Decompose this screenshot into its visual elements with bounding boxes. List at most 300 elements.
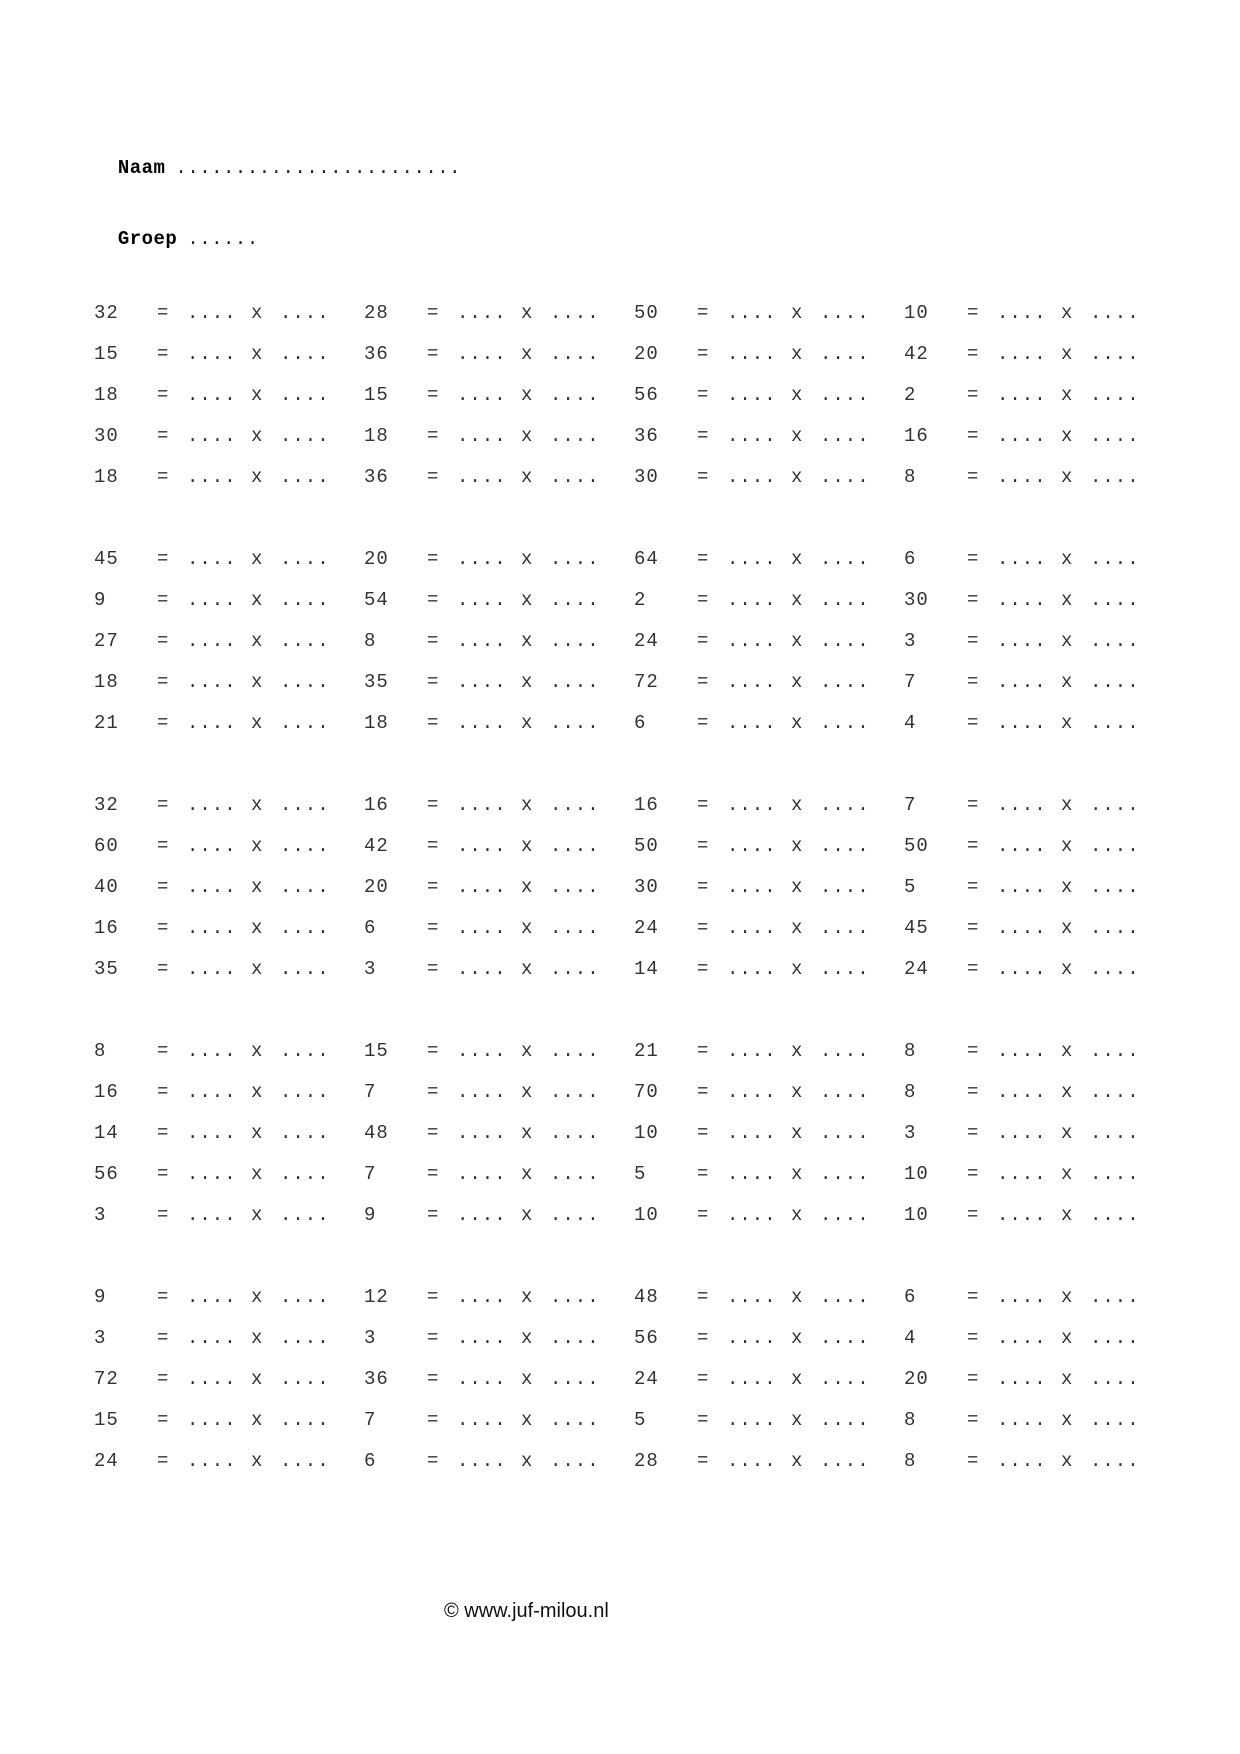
answer-blank-factor-2[interactable]: .... [1090, 1285, 1140, 1308]
problem-row [94, 907, 1174, 948]
answer-blank-factor-1[interactable]: .... [457, 834, 507, 857]
answer-blank-factor-2[interactable]: .... [280, 342, 330, 365]
problem-row [94, 333, 1174, 374]
times-sign: x [791, 1039, 803, 1062]
answer-blank-factor-2[interactable]: .... [550, 1285, 600, 1308]
answer-blank-factor-1[interactable]: .... [727, 1203, 777, 1226]
answer-blank-factor-2[interactable]: .... [280, 465, 330, 488]
answer-blank-factor-2[interactable]: .... [820, 1326, 870, 1349]
problem [904, 1040, 1174, 1062]
answer-blank-factor-1[interactable]: .... [187, 711, 237, 734]
problem [634, 466, 904, 488]
problem-number: 18 [94, 383, 119, 406]
answer-blank-factor-1[interactable]: .... [727, 301, 777, 324]
answer-blank-factor-1[interactable]: .... [457, 465, 507, 488]
answer-blank-factor-1[interactable]: .... [187, 670, 237, 693]
problem [904, 1286, 1174, 1308]
problem [904, 1163, 1174, 1185]
answer-blank-factor-1[interactable]: .... [997, 424, 1047, 447]
answer-blank-factor-2[interactable]: .... [550, 1326, 600, 1349]
answer-blank-factor-1[interactable]: .... [457, 1080, 507, 1103]
answer-blank-factor-2[interactable]: .... [1090, 342, 1140, 365]
answer-blank-factor-1[interactable]: .... [457, 957, 507, 980]
problem-number: 15 [94, 1408, 119, 1431]
answer-blank-factor-1[interactable]: .... [457, 424, 507, 447]
times-sign: x [521, 793, 533, 816]
answer-blank-factor-2[interactable]: .... [550, 1408, 600, 1431]
times-sign: x [791, 1367, 803, 1390]
answer-blank-factor-2[interactable]: .... [820, 1285, 870, 1308]
answer-blank-factor-1[interactable]: .... [457, 1367, 507, 1390]
answer-blank-factor-1[interactable]: .... [187, 465, 237, 488]
times-sign: x [791, 957, 803, 980]
problem-number: 28 [634, 1449, 659, 1472]
answer-blank-factor-2[interactable]: .... [550, 1203, 600, 1226]
answer-blank-factor-2[interactable]: .... [820, 547, 870, 570]
answer-blank-factor-1[interactable]: .... [727, 1326, 777, 1349]
answer-blank-factor-2[interactable]: .... [280, 588, 330, 611]
problem [904, 425, 1174, 447]
answer-blank-factor-1[interactable]: .... [727, 424, 777, 447]
problem-number: 8 [94, 1039, 107, 1062]
times-sign: x [791, 793, 803, 816]
answer-blank-factor-1[interactable]: .... [457, 1408, 507, 1431]
answer-blank-factor-2[interactable]: .... [280, 1121, 330, 1144]
equals-sign: = [697, 1121, 709, 1144]
problem-number: 6 [634, 711, 647, 734]
equals-sign: = [157, 670, 169, 693]
problem-number: 42 [364, 834, 389, 857]
answer-blank-factor-1[interactable]: .... [457, 1203, 507, 1226]
answer-blank-factor-2[interactable]: .... [280, 1408, 330, 1431]
answer-blank-factor-1[interactable]: .... [997, 834, 1047, 857]
equals-sign: = [967, 793, 979, 816]
equals-sign: = [157, 424, 169, 447]
answer-blank-factor-1[interactable]: .... [457, 1285, 507, 1308]
answer-blank-factor-2[interactable]: .... [280, 547, 330, 570]
answer-blank-factor-1[interactable]: .... [457, 301, 507, 324]
problem [364, 958, 634, 980]
times-sign: x [1061, 1203, 1073, 1226]
problem [904, 589, 1174, 611]
problem-row [94, 292, 1174, 333]
answer-blank-factor-1[interactable]: .... [727, 588, 777, 611]
equals-sign: = [697, 1449, 709, 1472]
answer-blank-factor-2[interactable]: .... [1090, 1080, 1140, 1103]
answer-blank-factor-2[interactable]: .... [820, 670, 870, 693]
answer-blank-factor-1[interactable]: .... [727, 875, 777, 898]
answer-blank-factor-2[interactable]: .... [550, 875, 600, 898]
answer-blank-factor-1[interactable]: .... [187, 1121, 237, 1144]
times-sign: x [1061, 834, 1073, 857]
naam-answer-field[interactable]: ........................ [175, 157, 462, 179]
times-sign: x [521, 424, 533, 447]
answer-blank-factor-1[interactable]: .... [187, 301, 237, 324]
answer-blank-factor-2[interactable]: .... [550, 1039, 600, 1062]
answer-blank-factor-2[interactable]: .... [280, 1367, 330, 1390]
answer-blank-factor-1[interactable]: .... [187, 1326, 237, 1349]
answer-blank-factor-2[interactable]: .... [550, 547, 600, 570]
answer-blank-factor-2[interactable]: .... [820, 1080, 870, 1103]
answer-blank-factor-2[interactable]: .... [280, 1162, 330, 1185]
answer-blank-factor-2[interactable]: .... [550, 301, 600, 324]
answer-blank-factor-1[interactable]: .... [727, 1408, 777, 1431]
answer-blank-factor-2[interactable]: .... [820, 1039, 870, 1062]
answer-blank-factor-2[interactable]: .... [820, 957, 870, 980]
answer-blank-factor-1[interactable]: .... [727, 1121, 777, 1144]
answer-blank-factor-1[interactable]: .... [997, 1367, 1047, 1390]
problem [364, 835, 634, 857]
answer-blank-factor-1[interactable]: .... [187, 1039, 237, 1062]
answer-blank-factor-1[interactable]: .... [457, 1449, 507, 1472]
answer-blank-factor-1[interactable]: .... [997, 383, 1047, 406]
times-sign: x [251, 1408, 263, 1431]
answer-blank-factor-1[interactable]: .... [727, 342, 777, 365]
problem [904, 548, 1174, 570]
answer-blank-factor-1[interactable]: .... [187, 1162, 237, 1185]
answer-blank-factor-2[interactable]: .... [550, 670, 600, 693]
answer-blank-factor-2[interactable]: .... [820, 711, 870, 734]
answer-blank-factor-1[interactable]: .... [997, 916, 1047, 939]
answer-blank-factor-1[interactable]: .... [187, 957, 237, 980]
answer-blank-factor-1[interactable]: .... [457, 670, 507, 693]
answer-blank-factor-1[interactable]: .... [187, 424, 237, 447]
answer-blank-factor-1[interactable]: .... [457, 1039, 507, 1062]
answer-blank-factor-2[interactable]: .... [820, 834, 870, 857]
equals-sign: = [697, 1367, 709, 1390]
answer-blank-factor-1[interactable]: .... [727, 957, 777, 980]
times-sign: x [521, 1203, 533, 1226]
answer-blank-factor-2[interactable]: .... [1090, 957, 1140, 980]
problem-number: 18 [94, 670, 119, 693]
equals-sign: = [967, 1449, 979, 1472]
answer-blank-factor-1[interactable]: .... [187, 834, 237, 857]
answer-blank-factor-1[interactable]: .... [187, 547, 237, 570]
times-sign: x [791, 1203, 803, 1226]
answer-blank-factor-1[interactable]: .... [187, 1285, 237, 1308]
answer-blank-factor-1[interactable]: .... [727, 916, 777, 939]
equals-sign: = [427, 1162, 439, 1185]
answer-blank-factor-2[interactable]: .... [1090, 793, 1140, 816]
answer-blank-factor-1[interactable]: .... [457, 875, 507, 898]
answer-blank-factor-2[interactable]: .... [550, 916, 600, 939]
answer-blank-factor-2[interactable]: .... [280, 1285, 330, 1308]
answer-blank-factor-2[interactable]: .... [280, 301, 330, 324]
problem-number: 15 [94, 342, 119, 365]
problem-number: 8 [904, 1080, 917, 1103]
answer-blank-factor-2[interactable]: .... [1090, 1408, 1140, 1431]
problem-row [94, 1030, 1174, 1071]
answer-blank-factor-2[interactable]: .... [1090, 1367, 1140, 1390]
equals-sign: = [967, 1162, 979, 1185]
answer-blank-factor-2[interactable]: .... [280, 793, 330, 816]
answer-blank-factor-2[interactable]: .... [1090, 1449, 1140, 1472]
times-sign: x [791, 629, 803, 652]
answer-blank-factor-2[interactable]: .... [550, 1121, 600, 1144]
answer-blank-factor-2[interactable]: .... [1090, 1326, 1140, 1349]
answer-blank-factor-1[interactable]: .... [997, 465, 1047, 488]
problem-row [94, 538, 1174, 579]
answer-blank-factor-2[interactable]: .... [1090, 465, 1140, 488]
answer-blank-factor-1[interactable]: .... [187, 875, 237, 898]
times-sign: x [251, 1449, 263, 1472]
equals-sign: = [427, 1203, 439, 1226]
answer-blank-factor-2[interactable]: .... [1090, 588, 1140, 611]
answer-blank-factor-1[interactable]: .... [187, 1408, 237, 1431]
problem [94, 1163, 364, 1185]
answer-blank-factor-1[interactable]: .... [997, 1449, 1047, 1472]
answer-blank-factor-1[interactable]: .... [997, 1408, 1047, 1431]
answer-blank-factor-2[interactable]: .... [820, 383, 870, 406]
problem-row [94, 1194, 1174, 1235]
answer-blank-factor-2[interactable]: .... [820, 1121, 870, 1144]
problem [94, 958, 364, 980]
answer-blank-factor-2[interactable]: .... [1090, 875, 1140, 898]
answer-blank-factor-2[interactable]: .... [280, 1449, 330, 1472]
answer-blank-factor-2[interactable]: .... [820, 793, 870, 816]
answer-blank-factor-1[interactable]: .... [727, 383, 777, 406]
answer-blank-factor-2[interactable]: .... [550, 342, 600, 365]
times-sign: x [251, 465, 263, 488]
problem-block [94, 292, 1174, 497]
answer-blank-factor-2[interactable]: .... [820, 588, 870, 611]
problem [94, 835, 364, 857]
answer-blank-factor-2[interactable]: .... [820, 424, 870, 447]
answer-blank-factor-2[interactable]: .... [820, 875, 870, 898]
answer-blank-factor-2[interactable]: .... [550, 629, 600, 652]
problem [364, 466, 634, 488]
answer-blank-factor-1[interactable]: .... [187, 1080, 237, 1103]
answer-blank-factor-2[interactable]: .... [550, 424, 600, 447]
answer-blank-factor-2[interactable]: .... [1090, 916, 1140, 939]
answer-blank-factor-1[interactable]: .... [997, 1039, 1047, 1062]
answer-blank-factor-2[interactable]: .... [550, 465, 600, 488]
answer-blank-factor-2[interactable]: .... [1090, 1039, 1140, 1062]
answer-blank-factor-2[interactable]: .... [820, 301, 870, 324]
answer-blank-factor-1[interactable]: .... [727, 1080, 777, 1103]
answer-blank-factor-2[interactable]: .... [280, 1039, 330, 1062]
answer-blank-factor-2[interactable]: .... [280, 875, 330, 898]
answer-blank-factor-1[interactable]: .... [457, 588, 507, 611]
problem [634, 1450, 904, 1472]
answer-blank-factor-2[interactable]: .... [1090, 1121, 1140, 1144]
answer-blank-factor-2[interactable]: .... [280, 957, 330, 980]
answer-blank-factor-1[interactable]: .... [997, 588, 1047, 611]
answer-blank-factor-1[interactable]: .... [187, 1203, 237, 1226]
problem-number: 7 [364, 1408, 377, 1431]
times-sign: x [521, 301, 533, 324]
answer-blank-factor-1[interactable]: .... [727, 1449, 777, 1472]
answer-blank-factor-1[interactable]: .... [727, 465, 777, 488]
answer-blank-factor-1[interactable]: .... [997, 1326, 1047, 1349]
answer-blank-factor-1[interactable]: .... [187, 916, 237, 939]
equals-sign: = [157, 793, 169, 816]
answer-blank-factor-1[interactable]: .... [727, 547, 777, 570]
answer-blank-factor-2[interactable]: .... [280, 834, 330, 857]
answer-blank-factor-1[interactable]: .... [457, 711, 507, 734]
answer-blank-factor-1[interactable]: .... [187, 383, 237, 406]
answer-blank-factor-2[interactable]: .... [820, 1162, 870, 1185]
times-sign: x [1061, 383, 1073, 406]
equals-sign: = [697, 383, 709, 406]
answer-blank-factor-1[interactable]: .... [997, 301, 1047, 324]
problem [364, 1368, 634, 1390]
problem [634, 1163, 904, 1185]
equals-sign: = [967, 1326, 979, 1349]
problem-number: 36 [364, 342, 389, 365]
problem-number: 18 [364, 711, 389, 734]
answer-blank-factor-2[interactable]: .... [280, 670, 330, 693]
groep-answer-field[interactable]: ...... [187, 228, 259, 250]
answer-blank-factor-1[interactable]: .... [457, 793, 507, 816]
answer-blank-factor-2[interactable]: .... [280, 916, 330, 939]
problem-number: 24 [634, 629, 659, 652]
answer-blank-factor-1[interactable]: .... [997, 711, 1047, 734]
answer-blank-factor-1[interactable]: .... [727, 629, 777, 652]
answer-blank-factor-1[interactable]: .... [997, 1121, 1047, 1144]
answer-blank-factor-1[interactable]: .... [997, 670, 1047, 693]
problem [904, 712, 1174, 734]
answer-blank-factor-2[interactable]: .... [550, 1367, 600, 1390]
times-sign: x [1061, 1449, 1073, 1472]
answer-blank-factor-2[interactable]: .... [1090, 383, 1140, 406]
equals-sign: = [427, 301, 439, 324]
equals-sign: = [427, 383, 439, 406]
times-sign: x [1061, 588, 1073, 611]
answer-blank-factor-1[interactable]: .... [997, 793, 1047, 816]
problem-row [94, 1440, 1174, 1481]
times-sign: x [1061, 711, 1073, 734]
problem [904, 1122, 1174, 1144]
answer-blank-factor-2[interactable]: .... [550, 1449, 600, 1472]
answer-blank-factor-1[interactable]: .... [727, 1285, 777, 1308]
answer-blank-factor-2[interactable]: .... [550, 957, 600, 980]
answer-blank-factor-2[interactable]: .... [820, 1367, 870, 1390]
answer-blank-factor-2[interactable]: .... [280, 629, 330, 652]
problem-number: 5 [634, 1162, 647, 1185]
equals-sign: = [157, 342, 169, 365]
answer-blank-factor-1[interactable]: .... [997, 629, 1047, 652]
answer-blank-factor-2[interactable]: .... [820, 1408, 870, 1431]
answer-blank-factor-1[interactable]: .... [997, 957, 1047, 980]
answer-blank-factor-2[interactable]: .... [550, 1080, 600, 1103]
answer-blank-factor-1[interactable]: .... [997, 1203, 1047, 1226]
answer-blank-factor-2[interactable]: .... [1090, 711, 1140, 734]
answer-blank-factor-1[interactable]: .... [187, 588, 237, 611]
answer-blank-factor-1[interactable]: .... [727, 834, 777, 857]
answer-blank-factor-1[interactable]: .... [457, 916, 507, 939]
times-sign: x [1061, 1121, 1073, 1144]
answer-blank-factor-2[interactable]: .... [820, 629, 870, 652]
answer-blank-factor-2[interactable]: .... [1090, 301, 1140, 324]
answer-blank-factor-2[interactable]: .... [820, 465, 870, 488]
times-sign: x [1061, 301, 1073, 324]
answer-blank-factor-1[interactable]: .... [457, 1162, 507, 1185]
answer-blank-factor-2[interactable]: .... [550, 793, 600, 816]
answer-blank-factor-2[interactable]: .... [550, 588, 600, 611]
answer-blank-factor-1[interactable]: .... [457, 1121, 507, 1144]
answer-blank-factor-1[interactable]: .... [997, 1162, 1047, 1185]
equals-sign: = [157, 957, 169, 980]
answer-blank-factor-2[interactable]: .... [550, 383, 600, 406]
answer-blank-factor-2[interactable]: .... [550, 1162, 600, 1185]
equals-sign: = [157, 875, 169, 898]
answer-blank-factor-1[interactable]: .... [997, 875, 1047, 898]
answer-blank-factor-2[interactable]: .... [1090, 834, 1140, 857]
answer-blank-factor-1[interactable]: .... [997, 1285, 1047, 1308]
answer-blank-factor-2[interactable]: .... [1090, 629, 1140, 652]
answer-blank-factor-2[interactable]: .... [280, 424, 330, 447]
answer-blank-factor-2[interactable]: .... [1090, 1203, 1140, 1226]
answer-blank-factor-2[interactable]: .... [280, 1326, 330, 1349]
times-sign: x [1061, 670, 1073, 693]
answer-blank-factor-1[interactable]: .... [727, 711, 777, 734]
answer-blank-factor-2[interactable]: .... [820, 916, 870, 939]
answer-blank-factor-1[interactable]: .... [727, 670, 777, 693]
answer-blank-factor-2[interactable]: .... [280, 1080, 330, 1103]
problem-number: 56 [634, 383, 659, 406]
answer-blank-factor-1[interactable]: .... [187, 793, 237, 816]
problem-row [94, 1276, 1174, 1317]
answer-blank-factor-1[interactable]: .... [727, 793, 777, 816]
problem-number: 20 [364, 875, 389, 898]
answer-blank-factor-1[interactable]: .... [997, 1080, 1047, 1103]
answer-blank-factor-2[interactable]: .... [280, 1203, 330, 1226]
equals-sign: = [697, 1285, 709, 1308]
problem-number: 14 [634, 957, 659, 980]
answer-blank-factor-1[interactable]: .... [727, 1162, 777, 1185]
problem-number: 16 [94, 916, 119, 939]
answer-blank-factor-1[interactable]: .... [457, 1326, 507, 1349]
times-sign: x [791, 301, 803, 324]
problem-number: 48 [634, 1285, 659, 1308]
answer-blank-factor-2[interactable]: .... [1090, 670, 1140, 693]
answer-blank-factor-1[interactable]: .... [457, 383, 507, 406]
answer-blank-factor-1[interactable]: .... [187, 1449, 237, 1472]
problem [94, 712, 364, 734]
answer-blank-factor-1[interactable]: .... [997, 547, 1047, 570]
equals-sign: = [967, 875, 979, 898]
answer-blank-factor-2[interactable]: .... [550, 834, 600, 857]
problem-number: 64 [634, 547, 659, 570]
equals-sign: = [427, 342, 439, 365]
answer-blank-factor-1[interactable]: .... [727, 1039, 777, 1062]
answer-blank-factor-2[interactable]: .... [1090, 424, 1140, 447]
answer-blank-factor-2[interactable]: .... [820, 1449, 870, 1472]
worksheet-grid [94, 292, 1174, 1522]
answer-blank-factor-1[interactable]: .... [187, 629, 237, 652]
answer-blank-factor-2[interactable]: .... [280, 383, 330, 406]
answer-blank-factor-2[interactable]: .... [820, 342, 870, 365]
answer-blank-factor-1[interactable]: .... [187, 342, 237, 365]
equals-sign: = [967, 834, 979, 857]
times-sign: x [251, 1080, 263, 1103]
answer-blank-factor-1[interactable]: .... [457, 342, 507, 365]
answer-blank-factor-1[interactable]: .... [457, 547, 507, 570]
equals-sign: = [157, 547, 169, 570]
problem-number: 3 [364, 957, 377, 980]
answer-blank-factor-1[interactable]: .... [997, 342, 1047, 365]
times-sign: x [251, 793, 263, 816]
answer-blank-factor-2[interactable]: .... [280, 711, 330, 734]
answer-blank-factor-2[interactable]: .... [550, 711, 600, 734]
answer-blank-factor-2[interactable]: .... [1090, 1162, 1140, 1185]
answer-blank-factor-1[interactable]: .... [727, 1367, 777, 1390]
answer-blank-factor-1[interactable]: .... [457, 629, 507, 652]
answer-blank-factor-2[interactable]: .... [820, 1203, 870, 1226]
answer-blank-factor-2[interactable]: .... [1090, 547, 1140, 570]
answer-blank-factor-1[interactable]: .... [187, 1367, 237, 1390]
